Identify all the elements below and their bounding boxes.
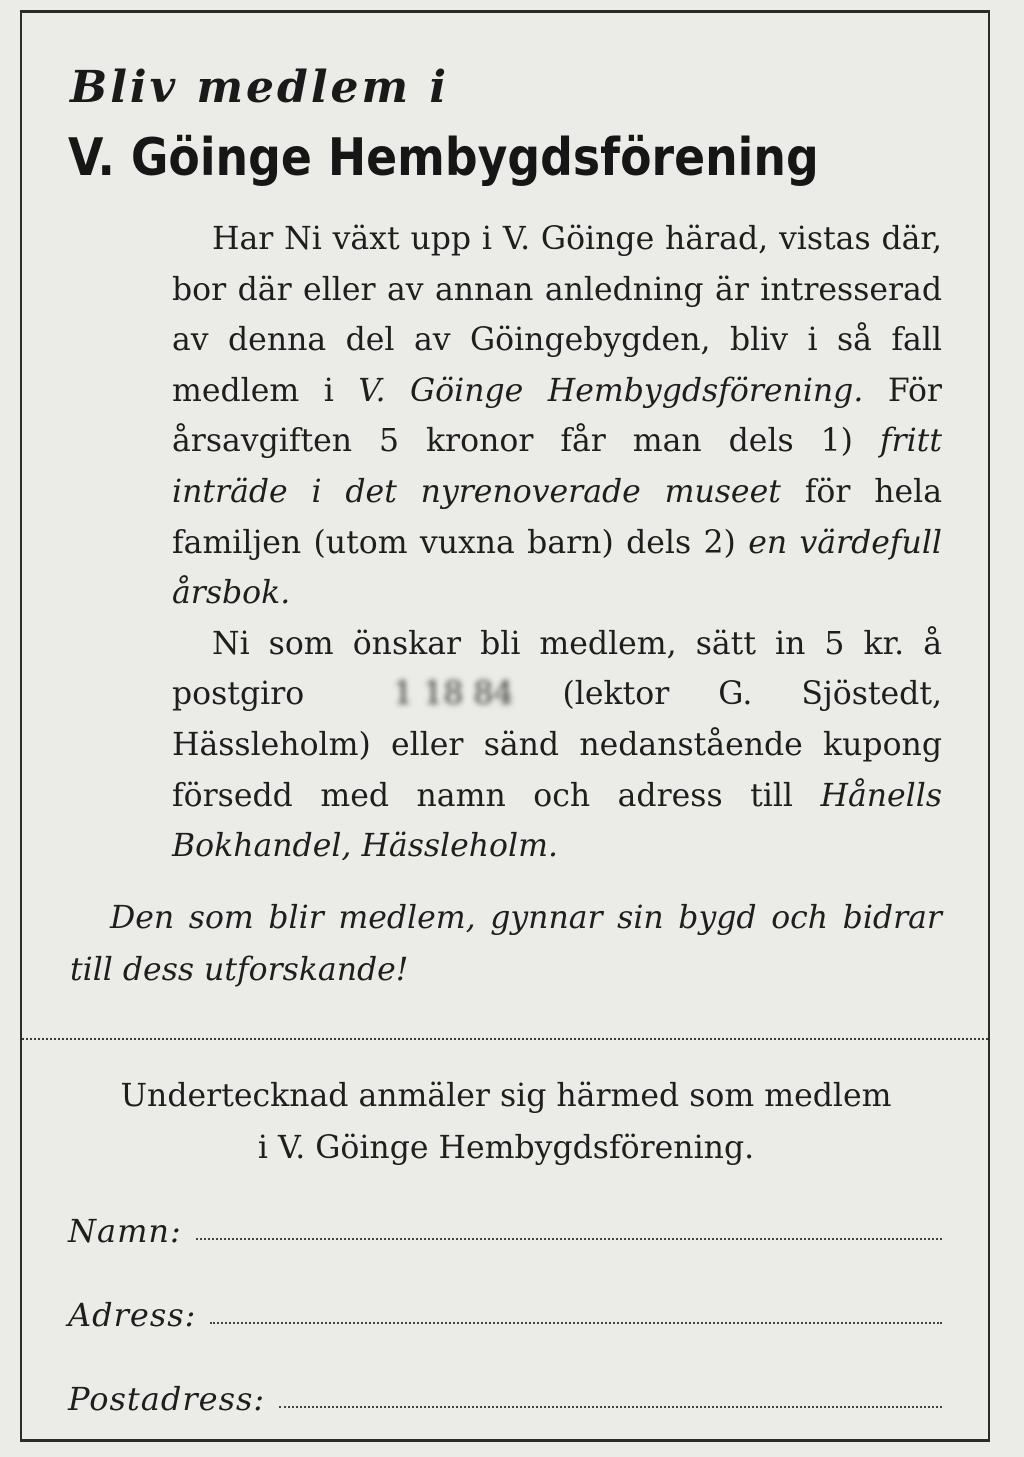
heading-association-name: V. Göinge Hembygdsförening — [68, 128, 819, 188]
heading-intro: Bliv medlem i — [70, 62, 450, 113]
name-label: Namn: — [68, 1212, 182, 1250]
coupon-line-1: Undertecknad anmäler sig härmed som medlem — [120, 1078, 892, 1114]
name-line[interactable] — [196, 1238, 942, 1240]
paragraph-intro — [172, 214, 942, 619]
address-line[interactable] — [210, 1322, 942, 1324]
coupon-cut-line — [22, 1038, 988, 1040]
bookstore-address: Hånells Bokhandel, Hässleholm. — [172, 777, 942, 865]
text-segment: (lektor G. Sjöstedt, Hässleholm) eller sänd nedanstående kupong försedd med namn och adress till — [172, 676, 942, 814]
paragraph-payment — [172, 619, 942, 872]
postal-address-label: Postadress: — [68, 1380, 266, 1418]
benefit-museum: fritt inträde i det nyrenoverade museet — [172, 423, 942, 510]
text-segment: Ni som önskar bli medlem, sätt in 5 kr. å postgiro — [172, 625, 942, 713]
body-text — [172, 214, 942, 872]
association-name-italic: V. Göinge Hembygdsförening. — [358, 372, 864, 409]
text-segment: för hela familjen (utom vuxna barn) dels 2) — [172, 473, 942, 561]
benefit-yearbook: en värdefull årsbok. — [172, 524, 942, 612]
address-field[interactable] — [68, 1284, 942, 1334]
postal-address-line[interactable] — [279, 1406, 942, 1408]
postgiro-number: 1 18 84 — [393, 676, 514, 713]
postal-address-field[interactable] — [68, 1368, 942, 1418]
text-segment: Har Ni växt upp i V. Göinge härad, vistas där, bor där eller av annan anledning är intresserad av denna del av Göingebygden, bliv i så fall medlem i — [172, 221, 942, 409]
address-label: Adress: — [68, 1296, 197, 1334]
text-segment: För årsavgiften 5 kronor får man dels 1) — [172, 372, 942, 460]
coupon-line-2: i V. Göinge Hembygdsförening. — [257, 1130, 755, 1166]
name-field[interactable] — [68, 1200, 942, 1250]
closing-slogan: Den som blir medlem, gynnar sin bygd och bidrar till dess utforskande! — [70, 900, 942, 988]
coupon-statement — [70, 1070, 942, 1174]
